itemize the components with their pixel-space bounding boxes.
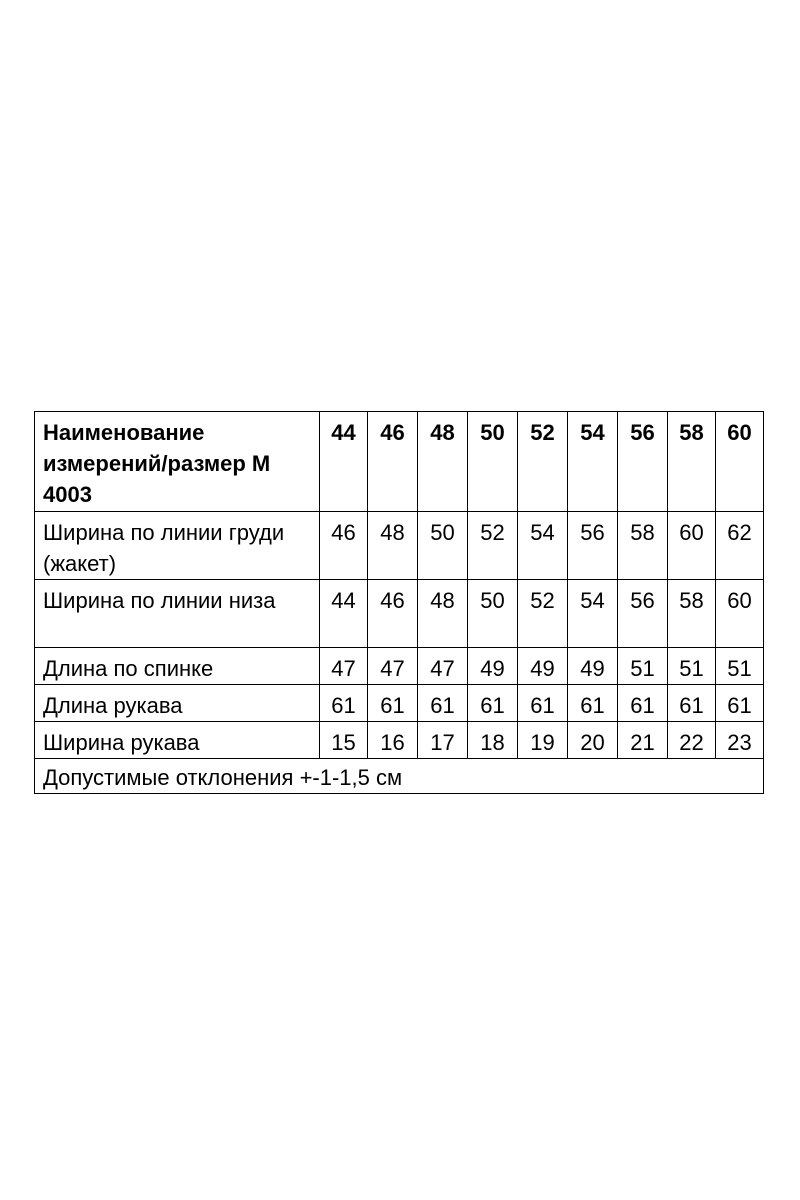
value-cell: 48: [368, 512, 418, 580]
header-size-cell: 52: [518, 412, 568, 512]
row-label-cell: Ширина по линии низа: [35, 580, 320, 648]
header-size-cell: 48: [418, 412, 468, 512]
value-cell: 58: [668, 580, 716, 648]
table-header-row: [35, 412, 764, 512]
value-cell: 61: [568, 685, 618, 722]
value-cell: 61: [668, 685, 716, 722]
value-cell: 54: [518, 512, 568, 580]
value-cell: 20: [568, 722, 618, 759]
value-cell: 16: [368, 722, 418, 759]
value-cell: 61: [618, 685, 668, 722]
value-cell: 15: [320, 722, 368, 759]
value-cell: 50: [418, 512, 468, 580]
header-size-cell: 46: [368, 412, 418, 512]
header-size-cell: 44: [320, 412, 368, 512]
size-chart-table: [34, 411, 764, 794]
value-cell: 60: [668, 512, 716, 580]
header-size-cell: 56: [618, 412, 668, 512]
value-cell: 61: [418, 685, 468, 722]
table-row: [35, 580, 764, 648]
value-cell: 19: [518, 722, 568, 759]
value-cell: 61: [320, 685, 368, 722]
value-cell: 47: [418, 648, 468, 685]
value-cell: 52: [468, 512, 518, 580]
value-cell: 56: [568, 512, 618, 580]
value-cell: 61: [468, 685, 518, 722]
value-cell: 49: [518, 648, 568, 685]
value-cell: 51: [618, 648, 668, 685]
value-cell: 61: [518, 685, 568, 722]
value-cell: 61: [716, 685, 764, 722]
header-size-cell: 60: [716, 412, 764, 512]
header-label-cell: Наименование измерений/размер М 4003: [35, 412, 320, 512]
row-label-cell: Ширина рукава: [35, 722, 320, 759]
header-size-cell: 50: [468, 412, 518, 512]
header-size-cell: 54: [568, 412, 618, 512]
value-cell: 52: [518, 580, 568, 648]
value-cell: 46: [320, 512, 368, 580]
table-row: [35, 685, 764, 722]
value-cell: 49: [568, 648, 618, 685]
table-row: [35, 648, 764, 685]
value-cell: 17: [418, 722, 468, 759]
value-cell: 49: [468, 648, 518, 685]
value-cell: 22: [668, 722, 716, 759]
row-label-cell: Длина по спинке: [35, 648, 320, 685]
value-cell: 44: [320, 580, 368, 648]
value-cell: 21: [618, 722, 668, 759]
value-cell: 61: [368, 685, 418, 722]
value-cell: 60: [716, 580, 764, 648]
value-cell: 46: [368, 580, 418, 648]
value-cell: 54: [568, 580, 618, 648]
value-cell: 48: [418, 580, 468, 648]
value-cell: 47: [368, 648, 418, 685]
value-cell: 56: [618, 580, 668, 648]
value-cell: 58: [618, 512, 668, 580]
note-row: [35, 759, 764, 794]
row-label-cell: Длина рукава: [35, 685, 320, 722]
value-cell: 50: [468, 580, 518, 648]
table-row: [35, 722, 764, 759]
value-cell: 18: [468, 722, 518, 759]
table-row: [35, 512, 764, 580]
value-cell: 62: [716, 512, 764, 580]
header-size-cell: 58: [668, 412, 716, 512]
value-cell: 47: [320, 648, 368, 685]
value-cell: 23: [716, 722, 764, 759]
row-label-cell: Ширина по линии груди (жакет): [35, 512, 320, 580]
tolerance-note: Допустимые отклонения +-1-1,5 см: [35, 759, 764, 794]
value-cell: 51: [716, 648, 764, 685]
value-cell: 51: [668, 648, 716, 685]
